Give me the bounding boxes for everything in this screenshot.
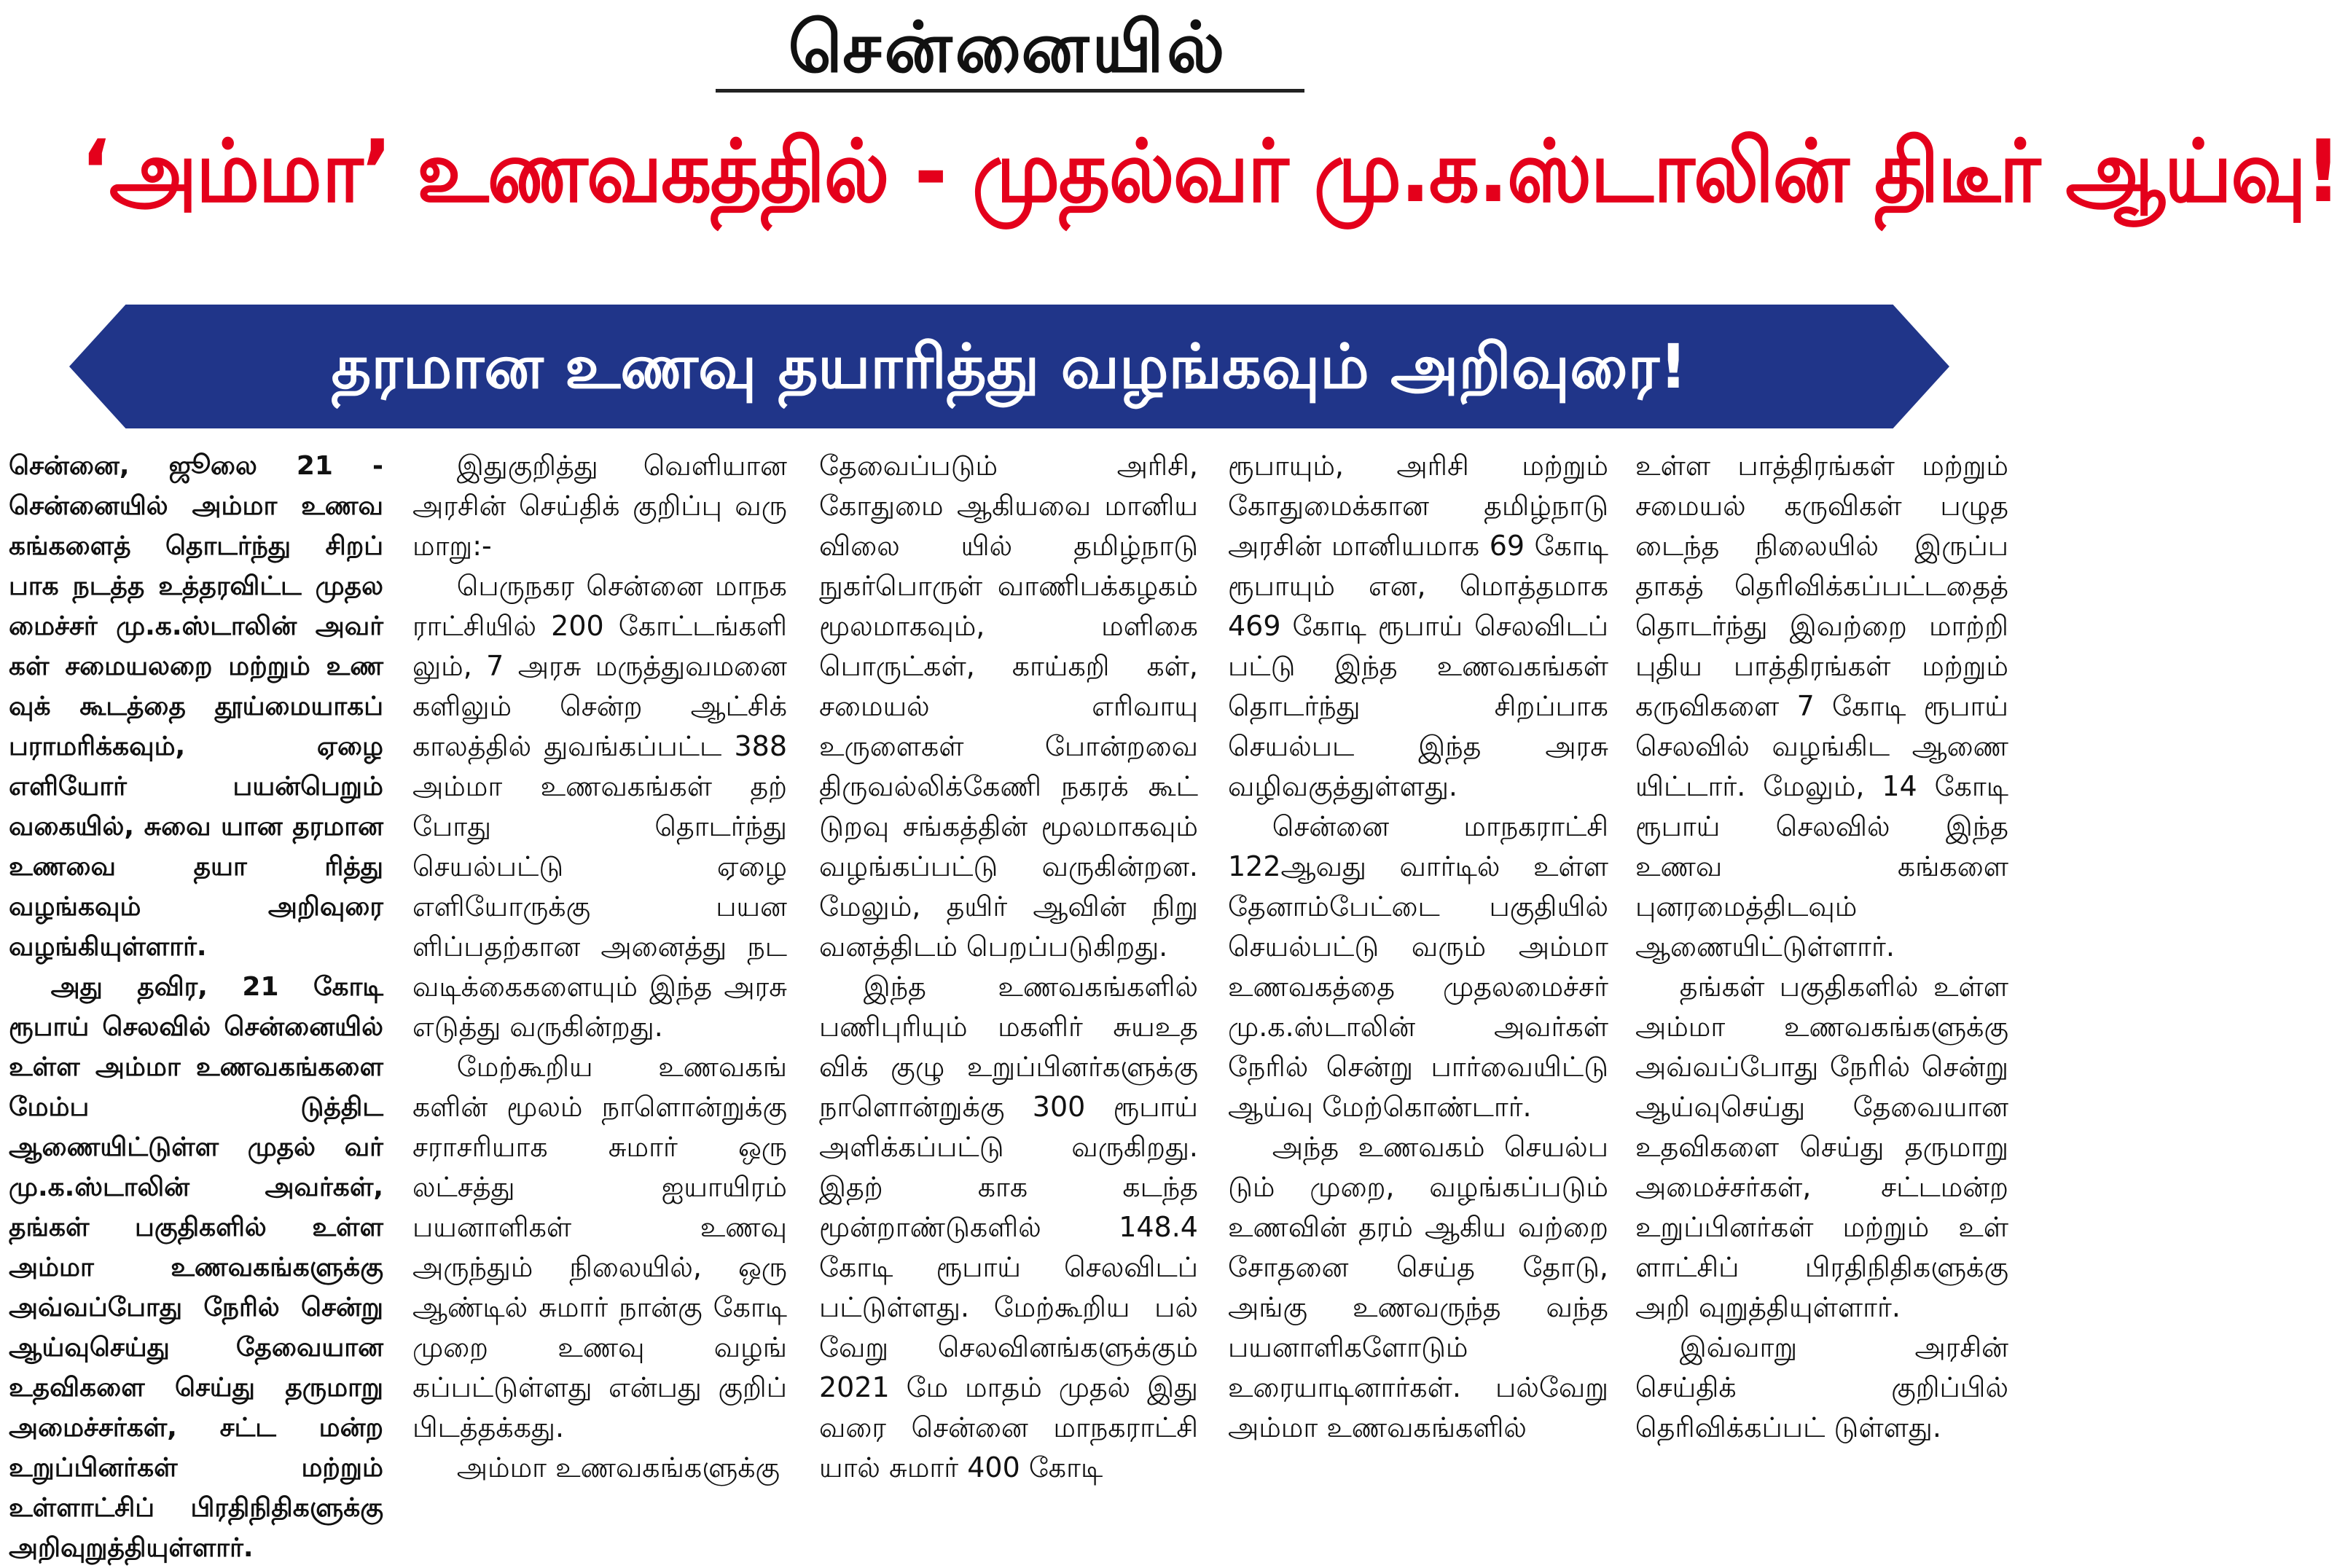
paragraph: உள்ள பாத்திரங்கள் மற்றும் சமையல் கருவிகள் பழுத டைந்த நிலையில் இருப்ப தாகத் தெரிவிக்கப்பட்டதைத் தொடர்ந்து இவற்றை மாற்றி புதிய பாத்திரங்கள் மற்றும் கருவிகளை 7 கோடி ரூபாய் செலவில் வழங்கிட ஆணை யிட்டார். மேலும், 14 கோடி ரூபாய் செலவில் இந்த உணவ கங்களை புனரமைத்திடவும் ஆணையிட்டுள்ளார். — [1635, 450, 2008, 963]
paragraph: அம்மா உணவகங்களுக்கு — [456, 1451, 780, 1483]
paragraph: அது தவிர, 21 கோடி ரூபாய் செலவில் சென்னையில் உள்ள அம்மா உணவகங்களை மேம்ப டுத்திட ஆணையிட்டுள்ள முதல் வர் மு.க.ஸ்டாலின் அவர்கள், தங்கள் பகுதிகளில் உள்ள அம்மா உணவகங்களுக்கு அவ்வப்போது நேரில் சென்று ஆய்வுசெய்து தேவையான உதவிகளை செய்து தருமாறு அமைச்சர்கள், சட்ட மன்ற உறுப்பினர்கள் மற்றும் உள்ளாட்சிப் பிரதிநிதிகளுக்கு அறிவுறுத்தியுள்ளார். — [9, 972, 383, 1563]
paragraph: சென்னை, ஜூலை 21 - சென்னையில் அம்மா உணவ கங்களைத் தொடர்ந்து சிறப் பாக நடத்த உத்தரவிட்ட முதல மைச்சர் மு.க.ஸ்டாலின் அவர் கள் சமையலறை மற்றும் உண வுக் கூடத்தை தூய்மையாகப் பராமரிக்கவும், ஏழை எளியோர் பயன்பெறும் வகையில், சுவை யான தரமான உணவை தயா ரித்து வழங்கவும் அறிவுரை வழங்கியுள்ளார். — [9, 451, 383, 962]
column-4 — [1228, 446, 1608, 1444]
paragraph: பெருநகர சென்னை மாநக ராட்சியில் 200 கோட்டங்களி லும், 7 அரசு மருத்துவமனை களிலும் சென்ற ஆட்சிக் காலத்தில் துவங்கப்பட்ட 388 அம்மா உணவகங்கள் தற் போது தொடர்ந்து செயல்பட்டு ஏழை எளியோருக்கு பயன ளிப்பதற்கான அனைத்து நட வடிக்கைகளையும் இந்த அரசு எடுத்து வருகின்றது. — [412, 570, 787, 1043]
subheadline: தரமான உணவு தயாரித்து வழங்கவும் அறிவுரை! — [331, 331, 1688, 402]
headline: ‘அம்மா’ உணவகத்தில் - முதல்வர் மு.க.ஸ்டாலின் திடீர் ஆய்வு! — [80, 121, 2340, 222]
kicker-title: சென்னையில் — [788, 7, 1228, 88]
article-body — [0, 446, 2016, 1563]
column-5 — [1635, 446, 2008, 1444]
paragraph: இவ்வாறு அரசின் செய்திக் குறிப்பில் தெரிவிக்கப்பட் டுள்ளது. — [1635, 1331, 2008, 1443]
paragraph: இந்த உணவகங்களில் பணிபுரியும் மகளிர் சுயஉத விக் குழு உறுப்பினர்களுக்கு நாளொன்றுக்கு 300 ரூபாய் அளிக்கப்பட்டு வருகிறது. இதற் காக கடந்த மூன்றாண்டுகளில் 148.4 கோடி ரூபாய் செலவிடப் பட்டுள்ளது. மேற்கூறிய பல் வேறு செலவினங்களுக்கும் 2021 மே மாதம் முதல் இது வரை சென்னை மாநகராட்சி யால் சுமார் 400 கோடி — [819, 971, 1198, 1483]
column-3 — [819, 446, 1198, 1483]
kicker-underline — [716, 89, 1304, 93]
paragraph: மேற்கூறிய உணவகங் களின் மூலம் நாளொன்றுக்கு சராசரியாக சுமார் ஒரு லட்சத்து ஐயாயிரம் பயனாளிகள் உணவு அருந்தும் நிலையில், ஒரு ஆண்டில் சுமார் நான்கு கோடி முறை உணவு வழங் கப்பட்டுள்ளது என்பது குறிப் பிடத்தக்கது. — [412, 1051, 787, 1443]
paragraph: ரூபாயும், அரிசி மற்றும் கோதுமைக்கான தமிழ்நாடு அரசின் மானியமாக 69 கோடி ரூபாயும் என, மொத்தமாக 469 கோடி ரூபாய் செலவிடப் பட்டு இந்த உணவகங்கள் தொடர்ந்து சிறப்பாக செயல்பட இந்த அரசு வழிவகுத்துள்ளது. — [1228, 450, 1608, 802]
paragraph: அந்த உணவகம் செயல்ப டும் முறை, வழங்கப்படும் உணவின் தரம் ஆகிய வற்றை சோதனை செய்த தோடு, அங்கு உணவருந்த வந்த பயனாளிகளோடும் உரையாடினார்கள். பல்வேறு அம்மா உணவகங்களில் — [1228, 1131, 1608, 1443]
paragraph: சென்னை மாநகராட்சி 122ஆவது வார்டில் உள்ள தேனாம்பேட்டை பகுதியில் செயல்பட்டு வரும் அம்மா உணவகத்தை முதலமைச்சர் மு.க.ஸ்டாலின் அவர்கள் நேரில் சென்று பார்வையிட்டு ஆய்வு மேற்கொண்டார். — [1228, 810, 1608, 1123]
paragraph: தேவைப்படும் அரிசி, கோதுமை ஆகியவை மானிய விலை யில் தமிழ்நாடு நுகர்பொருள் வாணிபக்கழகம் மூலமாகவும், மளிகை பொருட்கள், காய்கறி கள், சமையல் எரிவாயு உருளைகள் போன்றவை திருவல்லிக்கேணி நகரக் கூட் டுறவு சங்கத்தின் மூலமாகவும் வழங்கப்பட்டு வருகின்றன. மேலும், தயிர் ஆவின் நிறு வனத்திடம் பெறப்படுகிறது. — [819, 450, 1198, 963]
column-2 — [412, 446, 787, 1483]
paragraph: இதுகுறித்து வெளியான அரசின் செய்திக் குறிப்பு வரு மாறு:- — [412, 450, 787, 562]
paragraph: தங்கள் பகுதிகளில் உள்ள அம்மா உணவகங்களுக்கு அவ்வப்போது நேரில் சென்று ஆய்வுசெய்து தேவையான உதவிகளை செய்து தருமாறு அமைச்சர்கள், சட்டமன்ற உறுப்பினர்கள் மற்றும் உள் ளாட்சிப் பிரதிநிதிகளுக்கு அறி வுறுத்தியுள்ளார். — [1635, 971, 2008, 1323]
column-1 — [9, 446, 383, 1563]
